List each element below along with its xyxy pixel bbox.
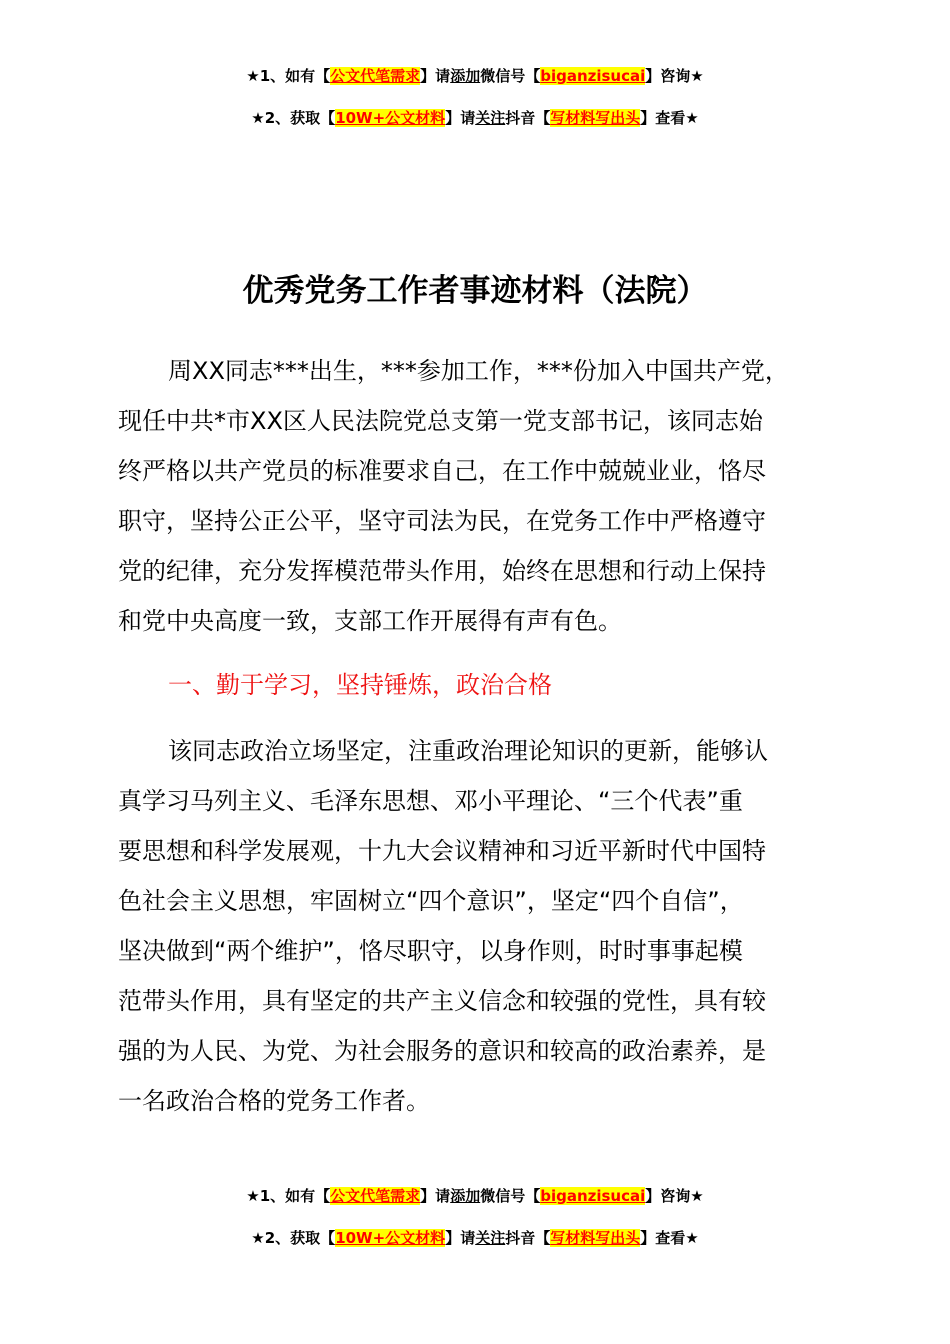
promo-emphasis: 添加	[450, 67, 481, 85]
promo-highlight-service: 公文代笔需求	[330, 1187, 421, 1205]
paragraph-line: 现任中共*市XX区人民法院党总支第一党支部书记，该同志始	[118, 407, 763, 435]
promo-highlight-douyin: 写材料写出头	[550, 109, 641, 127]
promo-line-2	[0, 108, 950, 128]
promo-text: 】请	[420, 1187, 451, 1205]
promo-text: 】查看★	[640, 1229, 699, 1247]
promo-highlight-wechat: biganzisucai	[540, 1187, 646, 1205]
paragraph-line: 一名政治合格的党务工作者。	[118, 1087, 430, 1115]
promo-text: 】咨询★	[645, 1187, 704, 1205]
promo-highlight-materials: 10W+公文材料	[335, 109, 446, 127]
paragraph-line: 该同志政治立场坚定，注重政治理论知识的更新，能够认	[168, 737, 768, 765]
promo-line-2	[0, 1228, 950, 1248]
section-paragraph	[118, 726, 858, 1126]
paragraph-line: 色社会主义思想，牢固树立“四个意识”，坚定“四个自信”，	[118, 887, 744, 915]
paragraph-line: 终严格以共产党员的标准要求自己，在工作中兢兢业业，恪尽	[118, 457, 766, 485]
promo-text: 抖音【	[505, 109, 551, 127]
promo-emphasis: 添加	[450, 1187, 481, 1205]
intro-paragraph	[118, 346, 858, 646]
promo-highlight-douyin: 写材料写出头	[550, 1229, 641, 1247]
promo-text: 抖音【	[505, 1229, 551, 1247]
promo-text: 】查看★	[640, 109, 699, 127]
promo-highlight-service: 公文代笔需求	[330, 67, 421, 85]
paragraph-line: 强的为人民、为党、为社会服务的意识和较高的政治素养，是	[118, 1037, 766, 1065]
promo-text: 】咨询★	[645, 67, 704, 85]
document-title: 优秀党务工作者事迹材料（法院）	[242, 273, 708, 309]
paragraph-line: 真学习马列主义、毛泽东思想、邓小平理论、“三个代表”重	[118, 787, 743, 815]
promo-text: ★1、如有【	[246, 1187, 331, 1205]
top-promo-banner	[0, 66, 950, 150]
promo-text: 】请	[420, 67, 451, 85]
bottom-promo-banner	[0, 1186, 950, 1270]
promo-highlight-materials: 10W+公文材料	[335, 1229, 446, 1247]
promo-text: ★2、获取【	[251, 1229, 336, 1247]
promo-text: 微信号【	[480, 67, 541, 85]
paragraph-line: 范带头作用，具有坚定的共产主义信念和较强的党性，具有较	[118, 987, 766, 1015]
promo-line-1	[0, 1186, 950, 1206]
promo-text: ★2、获取【	[251, 109, 336, 127]
paragraph-line: 周XX同志***出生，***参加工作，***份加入中国共产党，	[168, 357, 789, 385]
promo-text: 】请	[445, 1229, 476, 1247]
paragraph-line: 坚决做到“两个维护”，恪尽职守，以身作则，时时事事起模	[118, 937, 743, 965]
paragraph-line: 要思想和科学发展观，十九大会议精神和习近平新时代中国特	[118, 837, 766, 865]
paragraph-line: 和党中央高度一致，支部工作开展得有声有色。	[118, 607, 622, 635]
paragraph-line: 职守，坚持公正公平，坚守司法为民，在党务工作中严格遵守	[118, 507, 766, 535]
promo-emphasis: 关注	[475, 1229, 506, 1247]
promo-highlight-wechat: biganzisucai	[540, 67, 646, 85]
promo-emphasis: 关注	[475, 109, 506, 127]
promo-line-1	[0, 66, 950, 86]
paragraph-line: 党的纪律，充分发挥模范带头作用，始终在思想和行动上保持	[118, 557, 766, 585]
section-heading: 一、勤于学习，坚持锤炼，政治合格	[168, 671, 552, 699]
promo-text: ★1、如有【	[246, 67, 331, 85]
promo-text: 微信号【	[480, 1187, 541, 1205]
promo-text: 】请	[445, 109, 476, 127]
